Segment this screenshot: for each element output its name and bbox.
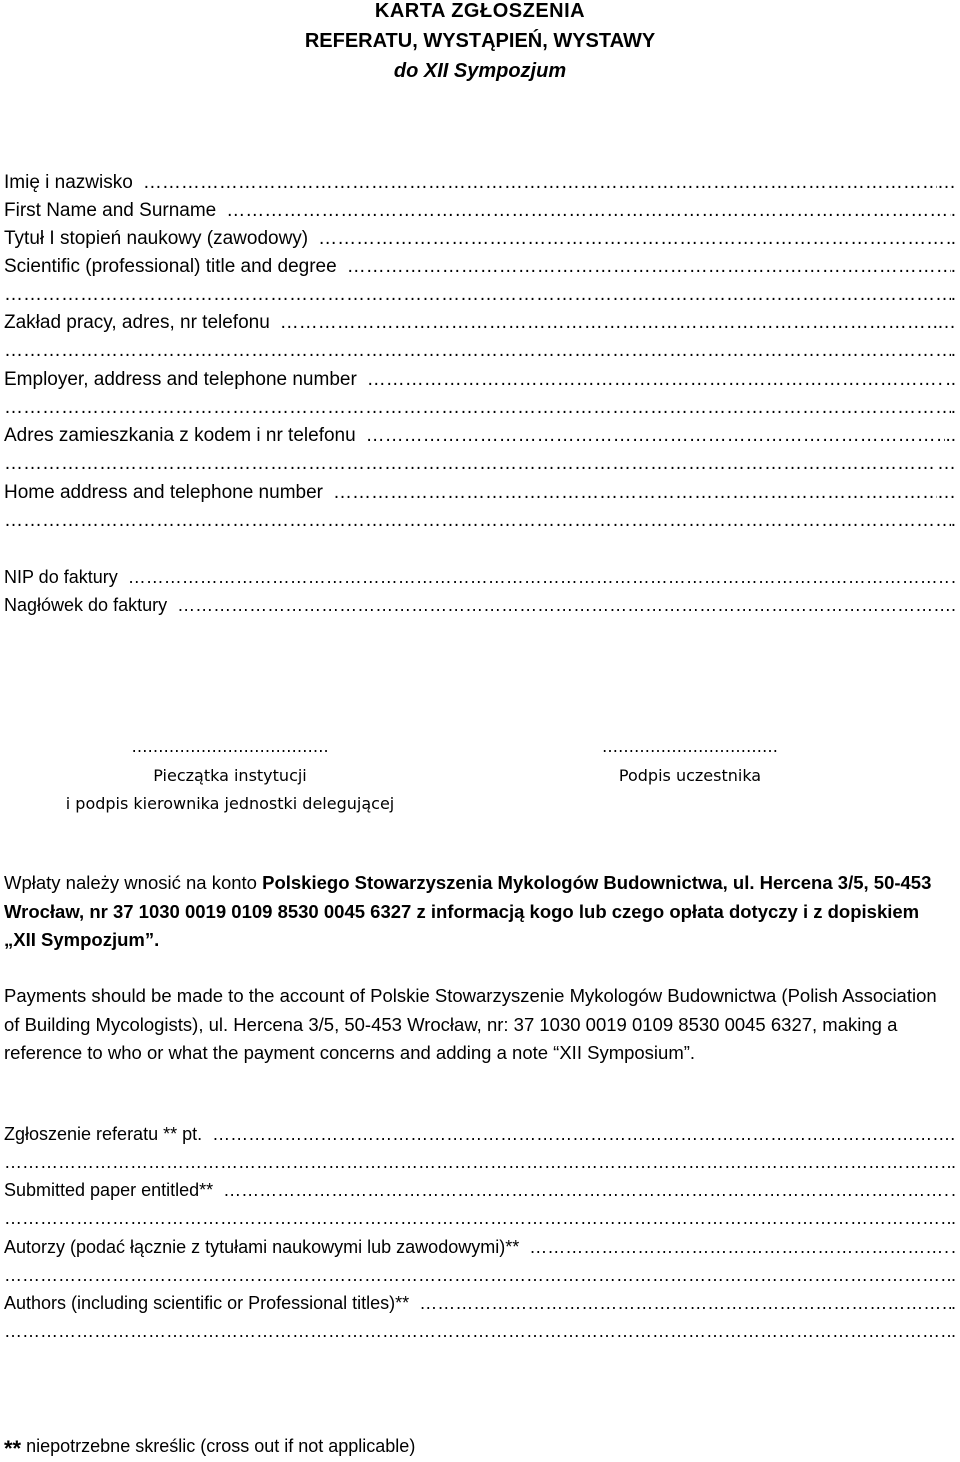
document-title: KARTA ZGŁOSZENIA <box>374 0 586 22</box>
dots-tail: . <box>950 1265 956 1285</box>
fill-in-dots <box>4 1208 951 1229</box>
dots-tail: . <box>950 200 956 221</box>
field-authors-en[interactable] <box>4 1293 956 1319</box>
dots-tail: . <box>950 228 956 249</box>
fill-in-dots <box>226 200 950 222</box>
fill-in-dots <box>4 1265 951 1286</box>
fill-in-dots <box>212 1124 938 1145</box>
fill-in-dots <box>366 425 946 447</box>
dots-tail: . <box>950 1208 956 1228</box>
signature-dots: ………………………………. <box>131 737 329 756</box>
field-title-continuation[interactable] <box>4 284 956 310</box>
participant-signature-block <box>580 738 800 790</box>
field-name-pl[interactable] <box>4 172 956 198</box>
dots-tail: … <box>938 1124 956 1144</box>
dots-tail: . <box>950 1180 956 1200</box>
fill-in-dots <box>333 482 937 504</box>
field-label: Imię i nazwisko <box>4 172 133 193</box>
dots-tail: … <box>937 453 956 474</box>
field-name-en[interactable] <box>4 200 956 226</box>
payment-account-details: Polskiego Stowarzyszenia Mykologów Budownictwa, ul. Hercena 3/5, 50-453 Wrocław, nr 37 1030 0019 0109 8530 0045 6327 z informacją kogo lub czego opłata dotyczy i z dopiskiem „XII Sympozjum”. <box>4 872 932 950</box>
fill-in-dots <box>4 397 951 419</box>
field-authors-continuation[interactable] <box>4 1265 956 1291</box>
footnote-marker: ** <box>4 1436 22 1461</box>
field-label: First Name and Surname <box>4 200 217 221</box>
field-invoice-header[interactable] <box>4 595 956 621</box>
institution-stamp-block <box>40 738 420 818</box>
fill-in-dots <box>4 510 951 532</box>
fill-in-dots <box>4 1152 951 1173</box>
field-nip[interactable] <box>4 567 956 593</box>
footnote <box>4 1436 415 1462</box>
field-employer-en-continuation[interactable] <box>4 397 956 423</box>
fill-in-dots <box>128 567 951 588</box>
fill-in-dots <box>419 1293 951 1314</box>
field-authors-pl[interactable] <box>4 1237 956 1263</box>
field-paper-title-en[interactable] <box>4 1180 956 1206</box>
payment-intro: Wpłaty należy wnosić na konto <box>4 872 263 893</box>
field-home-address-pl[interactable] <box>4 425 956 451</box>
dots-tail: . <box>950 340 956 361</box>
field-title-pl[interactable] <box>4 228 956 254</box>
footnote-text: niepotrzebne skreślic (cross out if not applicable) <box>21 1436 416 1456</box>
dots-tail: . <box>950 510 956 531</box>
payment-info-pl <box>4 869 956 955</box>
field-label: NIP do faktury <box>4 567 118 587</box>
fill-in-dots <box>4 340 951 362</box>
field-label: Tytuł I stopień naukowy (zawodowy) <box>4 228 309 249</box>
fill-in-dots <box>318 228 951 250</box>
field-paper-title-continuation[interactable] <box>4 1152 956 1178</box>
fill-in-dots <box>223 1180 951 1201</box>
dots-tail: . <box>950 595 956 615</box>
dots-tail: . <box>950 1321 956 1341</box>
dots-tail: . <box>950 397 956 418</box>
field-label: Employer, address and telephone number <box>4 369 357 390</box>
field-label: Zgłoszenie referatu ** pt. <box>4 1124 203 1144</box>
dots-tail: … <box>937 482 956 503</box>
signature-caption: Podpis uczestnika <box>618 766 762 785</box>
fill-in-dots <box>367 369 946 391</box>
dots-tail: .. <box>945 369 956 390</box>
dots-tail: . <box>950 284 956 305</box>
fill-in-dots <box>529 1237 951 1258</box>
fill-in-dots <box>347 256 951 278</box>
field-label: Authors (including scientific or Professional titles)** <box>4 1293 410 1313</box>
fill-in-dots <box>280 312 937 334</box>
field-paper-title-en-continuation[interactable] <box>4 1208 956 1234</box>
field-label: Submitted paper entitled** <box>4 1180 214 1200</box>
fill-in-dots <box>4 453 937 475</box>
dots-tail: . <box>950 1152 956 1172</box>
field-employer-en[interactable] <box>4 369 956 395</box>
fill-in-dots <box>4 284 951 306</box>
field-home-address-en-continuation[interactable] <box>4 510 956 536</box>
dots-tail: . <box>950 256 956 277</box>
fill-in-dots <box>143 172 937 194</box>
dots-tail: . <box>950 567 956 587</box>
fill-in-dots <box>4 1321 951 1342</box>
field-authors-en-continuation[interactable] <box>4 1321 956 1347</box>
field-label: Home address and telephone number <box>4 482 323 503</box>
field-home-address-continuation[interactable] <box>4 453 956 479</box>
field-home-address-en[interactable] <box>4 482 956 508</box>
signature-dots: …………………………… <box>602 737 778 756</box>
dots-tail: … <box>937 312 956 333</box>
dots-tail: … <box>937 172 956 193</box>
event-name: do XII Sympozjum <box>393 60 567 82</box>
payment-info-en: Payments should be made to the account of Polskie Stowarzyszenie Mykologów Budownictwa (Polish Association of Building Mycologists), ul. Hercena 3/5, 50-453 Wrocław, nr: 37 1030 0019 0109 8530 0045 6327, making a reference to who or what the payment concerns and adding a note “XII Symposium”. <box>4 985 937 1063</box>
stamp-caption-line1: Pieczątka instytucji <box>153 766 307 785</box>
dots-tail: .. <box>945 425 956 446</box>
field-employer-pl[interactable] <box>4 312 956 338</box>
field-employer-continuation[interactable] <box>4 340 956 366</box>
fill-in-dots <box>177 595 951 616</box>
stamp-caption-line2: i podpis kierownika jednostki delegującej <box>65 794 395 813</box>
field-label: Autorzy (podać łącznie z tytułami naukowymi lub zawodowymi)** <box>4 1237 520 1257</box>
field-label: Adres zamieszkania z kodem i nr telefonu <box>4 425 356 446</box>
dots-tail: . <box>950 1237 956 1257</box>
dots-tail: . <box>950 1293 956 1313</box>
field-label: Zakład pracy, adres, nr telefonu <box>4 312 270 333</box>
field-label: Nagłówek do faktury <box>4 595 168 615</box>
document-subtitle: REFERATU, WYSTĄPIEŃ, WYSTAWY <box>304 30 656 52</box>
field-title-en[interactable] <box>4 256 956 282</box>
field-paper-title-pl[interactable] <box>4 1124 956 1150</box>
field-label: Scientific (professional) title and degree <box>4 256 337 277</box>
